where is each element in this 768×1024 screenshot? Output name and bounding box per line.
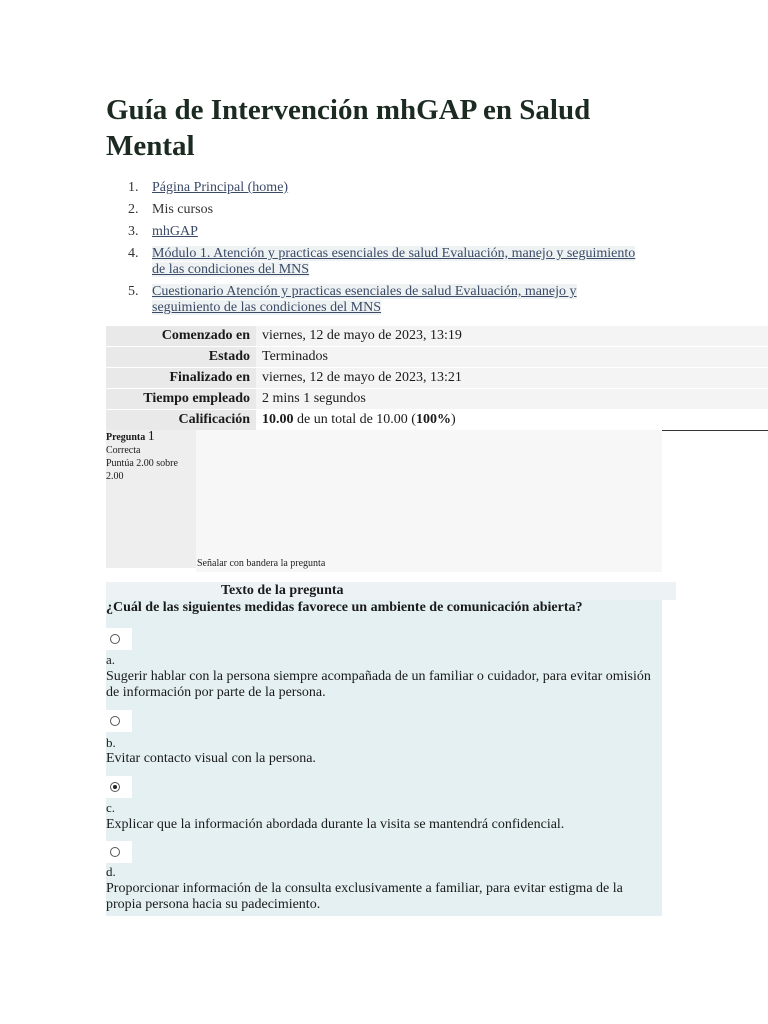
breadcrumb-link-home[interactable]: Página Principal (home) bbox=[152, 180, 289, 195]
grade-close: ) bbox=[450, 412, 456, 427]
breadcrumb-item-quiz bbox=[106, 284, 646, 316]
summary-row-state bbox=[106, 347, 768, 368]
breadcrumb-number: 1. bbox=[128, 180, 139, 195]
page-title: Guía de Intervención mhGAP en Salud Mental bbox=[106, 94, 591, 162]
started-label: Comenzado en bbox=[106, 326, 256, 347]
option-c-text[interactable]: Explicar que la información abordada durante la visita se mantendrá confidencial. bbox=[106, 817, 565, 832]
option-d-radio[interactable] bbox=[110, 847, 120, 857]
option-d-radio-wrap bbox=[106, 841, 132, 863]
grade-value bbox=[256, 410, 768, 431]
summary-row-grade bbox=[106, 410, 768, 431]
breadcrumb-item-module bbox=[106, 246, 646, 278]
question-flag-area bbox=[196, 430, 662, 572]
breadcrumb-link-quiz[interactable]: Cuestionario Atención y practicas esenciales de salud Evaluación, manejo y seguimiento de las condiciones del MNS bbox=[152, 284, 577, 315]
question-heading bbox=[106, 430, 196, 444]
breadcrumb-item-my-courses bbox=[106, 202, 646, 218]
breadcrumb bbox=[106, 180, 646, 322]
breadcrumb-number: 2. bbox=[128, 202, 139, 217]
option-c-radio-wrap bbox=[106, 776, 132, 798]
option-a-radio[interactable] bbox=[110, 634, 120, 644]
started-value: viernes, 12 de mayo de 2023, 13:19 bbox=[256, 326, 768, 347]
option-d-letter: d. bbox=[106, 864, 116, 879]
breadcrumb-link-module[interactable]: Módulo 1. Atención y practicas esenciales de salud Evaluación, manejo y seguimiento de las condiciones del MNS bbox=[152, 246, 636, 277]
summary-row-time bbox=[106, 389, 768, 410]
breadcrumb-item-home bbox=[106, 180, 646, 196]
option-a-letter: a. bbox=[106, 652, 116, 667]
breadcrumb-number: 4. bbox=[128, 246, 139, 261]
option-b-text[interactable]: Evitar contacto visual con la persona. bbox=[106, 751, 316, 766]
question-status: Correcta bbox=[106, 445, 141, 456]
option-c-letter: c. bbox=[106, 800, 116, 815]
state-label: Estado bbox=[106, 347, 256, 368]
time-value: 2 mins 1 segundos bbox=[256, 389, 768, 410]
breadcrumb-label-my-courses: Mis cursos bbox=[152, 202, 214, 217]
option-b-radio-wrap bbox=[106, 710, 132, 732]
flag-question-link[interactable]: Señalar con bandera la pregunta bbox=[197, 558, 326, 569]
option-a-text[interactable]: Sugerir hablar con la persona siempre acompañada de un familiar o cuidador, para evitar omisión de información por parte de la persona. bbox=[106, 669, 651, 700]
time-label: Tiempo empleado bbox=[106, 389, 256, 410]
grade-percent: 100% bbox=[415, 412, 451, 427]
finished-label: Finalizado en bbox=[106, 368, 256, 389]
option-b-letter: b. bbox=[106, 735, 116, 750]
question-info-panel bbox=[106, 430, 196, 568]
option-d-text[interactable]: Proporcionar información de la consulta exclusivamente a familiar, para evitar estigma de la propia persona hacia su padecimiento. bbox=[106, 881, 623, 912]
grade-score: 10.00 bbox=[262, 412, 294, 427]
grade-label: Calificación bbox=[106, 410, 256, 431]
question-label: Pregunta bbox=[106, 432, 146, 443]
breadcrumb-item-mhgap bbox=[106, 224, 646, 240]
summary-row-finished bbox=[106, 368, 768, 389]
breadcrumb-number: 3. bbox=[128, 224, 139, 239]
summary-row-started bbox=[106, 326, 768, 347]
attempt-summary-table bbox=[106, 326, 768, 431]
breadcrumb-link-mhgap[interactable]: mhGAP bbox=[152, 224, 198, 239]
question-number: 1 bbox=[147, 429, 155, 444]
question-points: Puntúa 2.00 sobre 2.00 bbox=[106, 458, 178, 482]
finished-value: viernes, 12 de mayo de 2023, 13:21 bbox=[256, 368, 768, 389]
breadcrumb-number: 5. bbox=[128, 284, 139, 299]
option-a-radio-wrap bbox=[106, 628, 132, 650]
option-b-radio[interactable] bbox=[110, 716, 120, 726]
question-text-heading: Texto de la pregunta bbox=[221, 583, 344, 598]
question-text: ¿Cuál de las siguientes medidas favorece un ambiente de comunicación abierta? bbox=[106, 600, 583, 615]
question-text-heading-bar bbox=[106, 582, 676, 600]
option-c-radio-selected[interactable] bbox=[110, 782, 120, 792]
state-value: Terminados bbox=[256, 347, 768, 368]
grade-total: de un total de 10.00 ( bbox=[293, 412, 416, 427]
